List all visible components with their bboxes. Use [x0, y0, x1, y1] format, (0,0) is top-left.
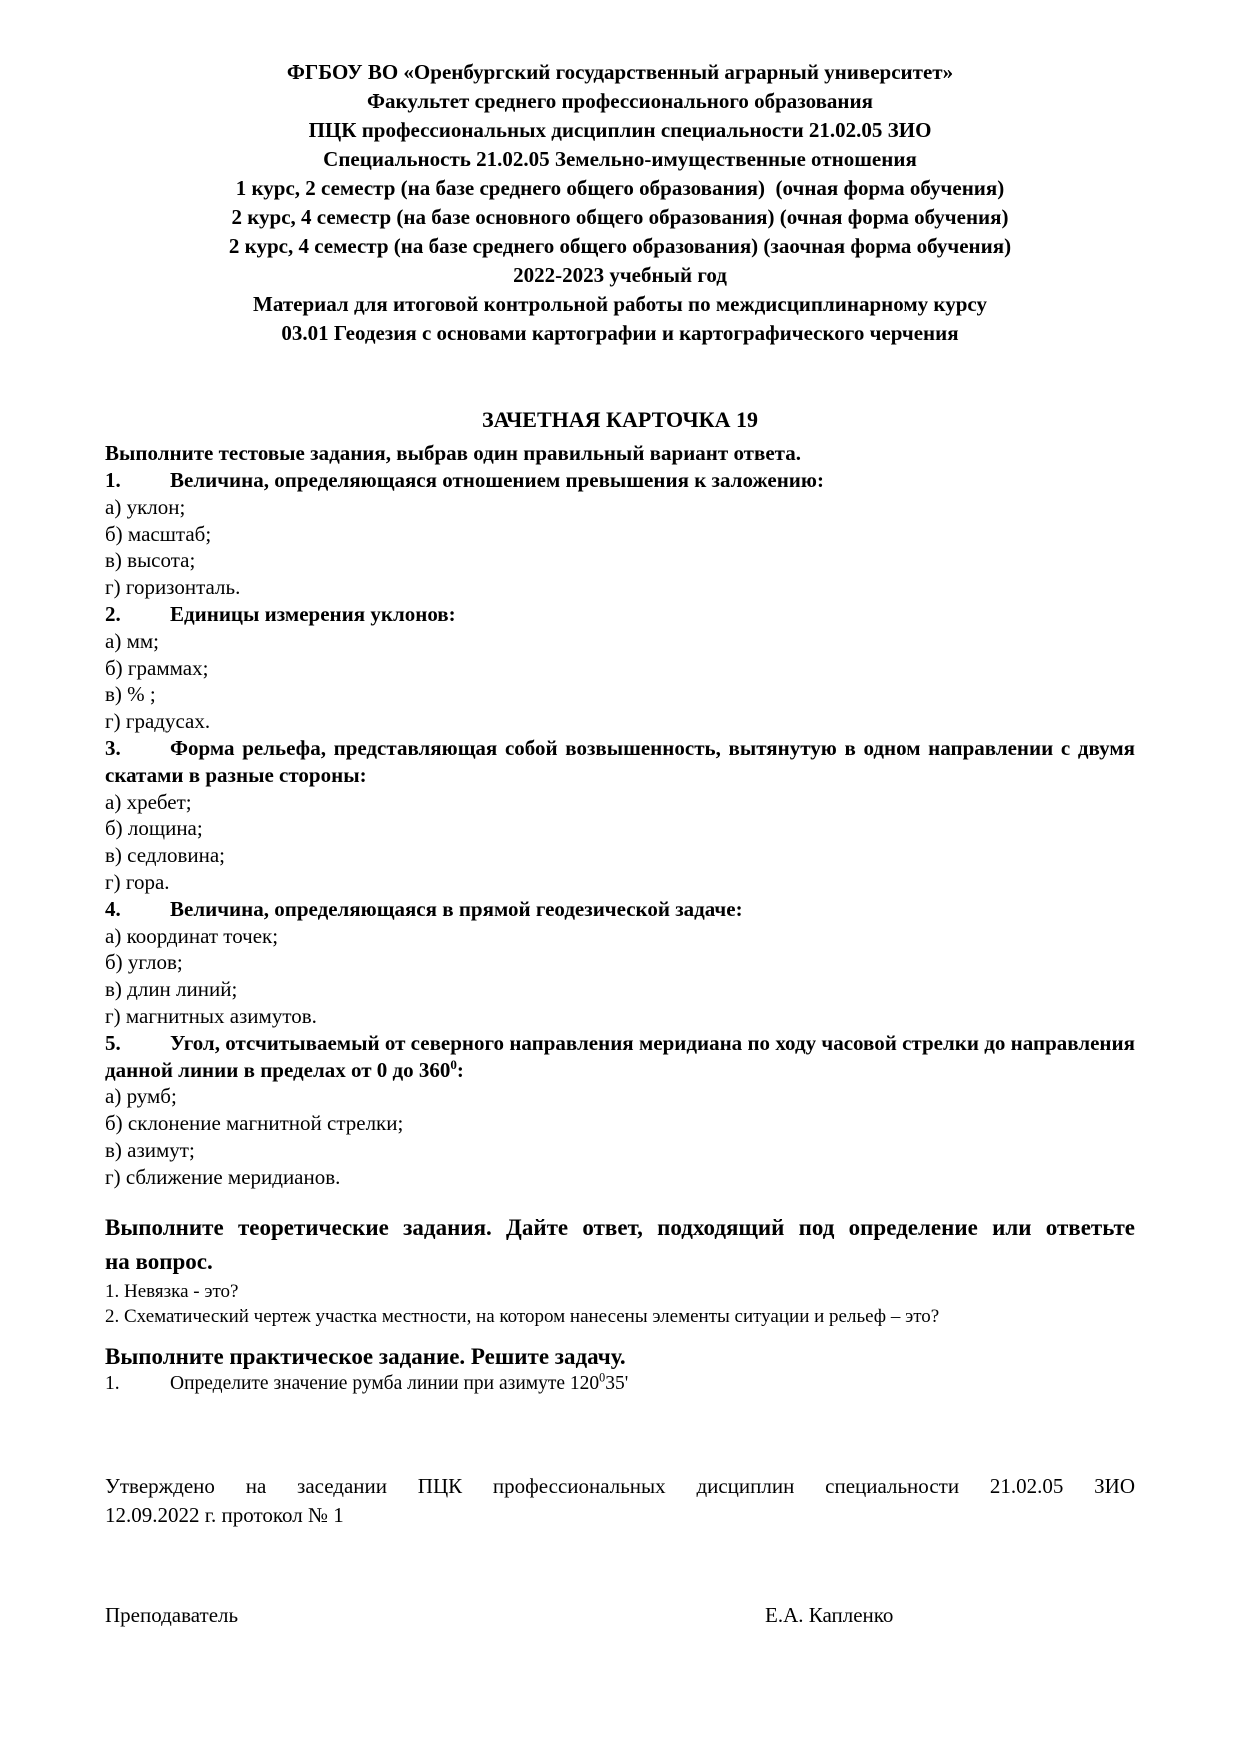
practice-item-text: Определите значение румба линии при азимуте 120: [170, 1372, 600, 1394]
question-4-option-3: в) длин линий;: [105, 977, 238, 1002]
question-3-option-2: б) лощина;: [105, 816, 203, 841]
header-line-course-3: 2 курс, 4 семестр (на базе среднего общего образования) (заочная форма обучения): [228, 234, 1012, 258]
header-line-course-1: 1 курс, 2 семестр (на базе среднего общего образования) (очная форма обучения): [235, 176, 1005, 200]
test-questions: [105, 467, 1135, 1191]
question-5-option-3: в) азимут;: [105, 1137, 195, 1162]
question-5-option-2: б) склонение магнитной стрелки;: [105, 1111, 404, 1136]
header-line-university: ФГБОУ ВО «Оренбургский государственный аграрный университет»: [286, 60, 954, 84]
theory-item-2: 2. Схематический чертеж участка местности, на котором нанесены элементы ситуации и рельеф – это?: [105, 1305, 940, 1327]
question-4-option-2: б) углов;: [105, 950, 183, 975]
question-5-option-4: г) сближение меридианов.: [105, 1164, 341, 1189]
practice-item-superscript: 0: [599, 1370, 606, 1385]
question-4-option-1: а) координат точек;: [105, 923, 279, 948]
document-header: [105, 58, 1135, 348]
approval-note: [105, 1472, 1135, 1530]
question-2-number: 2.: [105, 601, 121, 626]
question-1-option-4: г) горизонталь.: [105, 575, 241, 600]
header-line-speciality: Специальность 21.02.05 Земельно-имущественные отношения: [323, 147, 917, 171]
question-4-number: 4.: [105, 896, 121, 921]
theory-heading-line-2: на вопрос.: [105, 1248, 213, 1274]
question-5-superscript: 0: [450, 1056, 457, 1072]
question-5-line-1: 5. Угол, отсчитываемый от северного направления меридиана по ходу часовой стрелки до направления: [105, 1030, 1135, 1055]
question-3-line-2: скатами в разные стороны:: [105, 762, 367, 787]
theory-items: [105, 1279, 1135, 1329]
header-line-pck: ПЦК профессиональных дисциплин специальности 21.02.05 ЗИО: [308, 118, 932, 142]
signature-name: Е.А. Капленко: [765, 1602, 894, 1627]
practice-item-minutes: 35': [605, 1372, 629, 1394]
signature-row: [105, 1602, 1135, 1629]
approval-line-2: 12.09.2022 г. протокол № 1: [105, 1502, 344, 1527]
question-1-option-2: б) масштаб;: [105, 521, 212, 546]
question-4-line-1: 4. Величина, определяющаяся в прямой геодезической задаче:: [105, 896, 743, 921]
header-line-academic-year: 2022-2023 учебный год: [513, 263, 727, 287]
question-1-option-1: а) уклон;: [105, 494, 186, 519]
theory-heading-line-1: Выполните теоретические задания. Дайте ответ, подходящий под определение или ответьте: [105, 1214, 1135, 1240]
question-3-option-4: г) гора.: [105, 869, 170, 894]
question-3-option-1: а) хребет;: [105, 789, 192, 814]
signature-role: Преподаватель: [105, 1602, 239, 1627]
question-3-option-3: в) седловина;: [105, 843, 225, 868]
theory-item-1: 1. Невязка - это?: [105, 1280, 239, 1302]
question-1-line-1: 1. Величина, определяющаяся отношением превышения к заложению:: [105, 468, 824, 492]
question-2-option-4: г) градусах.: [105, 709, 211, 734]
practice-item-number: 1.: [105, 1372, 120, 1394]
question-1-number: 1.: [105, 468, 121, 492]
question-3-number: 3.: [105, 735, 121, 760]
header-line-material: Материал для итоговой контрольной работы по междисциплинарному курсу: [253, 292, 987, 316]
question-5-line-2: данной линии в пределах от 0 до $360^0$:: [105, 1056, 464, 1082]
test-instruction: Выполните тестовые задания, выбрав один правильный вариант ответа.: [105, 441, 801, 465]
question-2-line-1: 2. Единицы измерения уклонов:: [105, 601, 456, 626]
question-1-option-3: в) высота;: [105, 548, 196, 573]
card-title: ЗАЧЕТНАЯ КАРТОЧКА 19: [481, 407, 759, 432]
question-5-option-1: а) румб;: [105, 1084, 177, 1109]
header-line-faculty: Факультет среднего профессионального образования: [367, 89, 873, 113]
question-4-option-4: г) магнитных азимутов.: [105, 1003, 317, 1028]
question-2-option-2: б) граммах;: [105, 655, 209, 680]
approval-line-1: Утверждено на заседании ПЦК профессиональных дисциплин специальности 21.02.05 ЗИО: [105, 1473, 1135, 1498]
theory-heading: [105, 1211, 1135, 1279]
practice-item: [105, 1370, 1135, 1397]
question-3-line-1: 3. Форма рельефа, представляющая собой возвышенность, вытянутую в одном направлении с двумя: [105, 735, 1135, 760]
practice-heading: Выполните практическое задание. Решите задачу.: [105, 1343, 626, 1369]
question-2-option-1: а) мм;: [105, 628, 159, 653]
question-2-option-3: в) % ;: [105, 682, 156, 707]
header-line-course-name: 03.01 Геодезия с основами картографии и картографического черчения: [281, 321, 959, 345]
header-line-course-2: 2 курс, 4 семестр (на базе основного общего образования) (очная форма обучения): [231, 205, 1009, 229]
question-5-number: 5.: [105, 1030, 121, 1055]
